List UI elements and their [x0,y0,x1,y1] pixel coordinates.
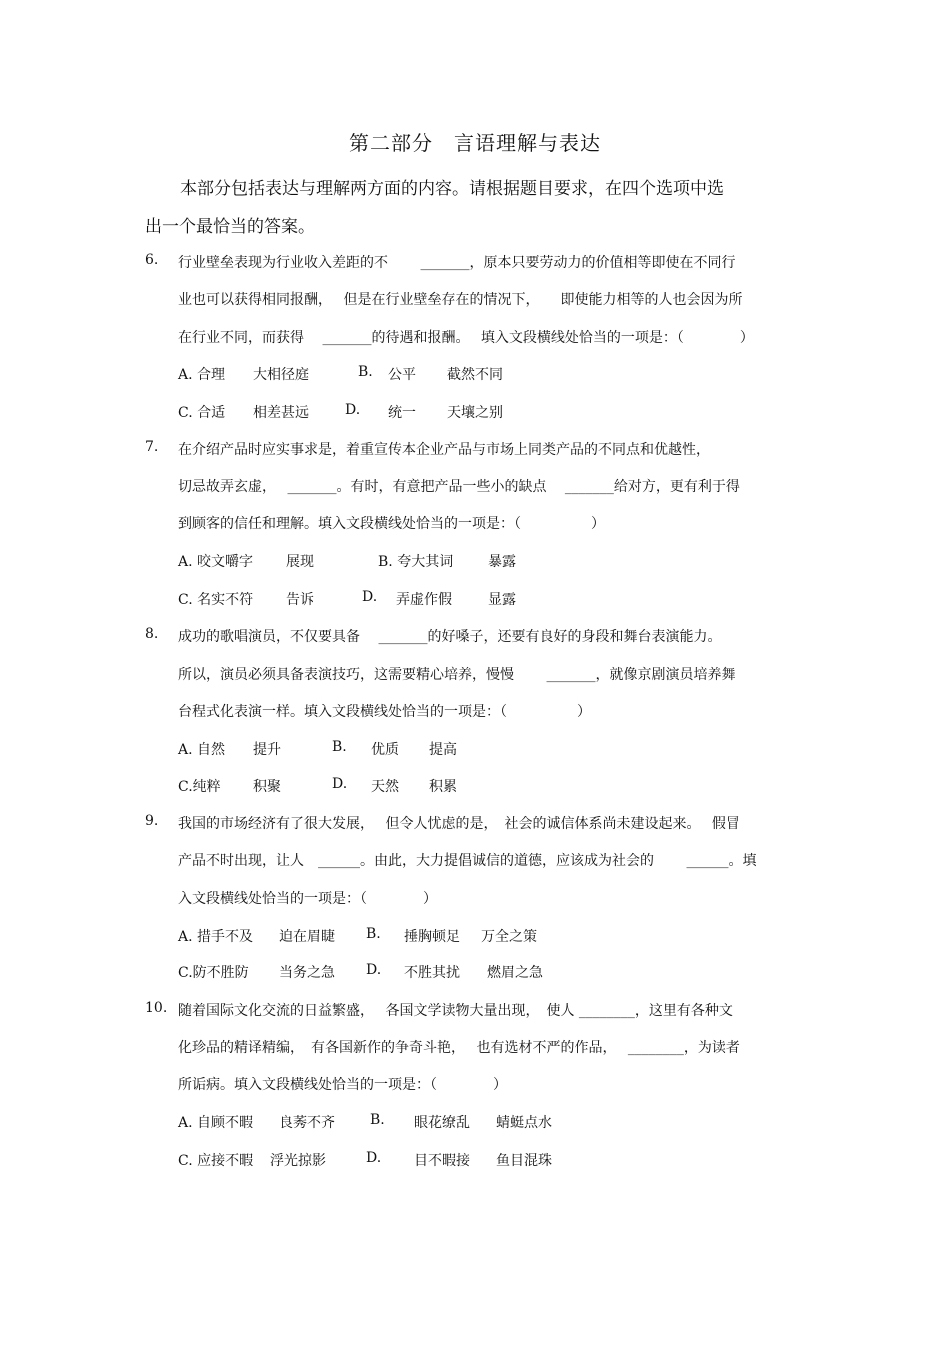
question-text-line: 业也可以获得相同报酬， 但是在行业壁垒存在的情况下， 即使能力相等的人也会因为所 [178,292,743,308]
option-a-word: 迫在眉睫 [279,929,335,945]
option-c: C. 合适 [178,405,226,421]
option-b: B. 夸大其词 [378,554,454,570]
option-d: D. [345,402,361,418]
question-text-line: 行业壁垒表现为行业收入差距的不 _______，原本只要劳动力的价值相等即使在不同行 [178,255,736,271]
question-text-line: 成功的歌唱演员，不仅要具备 _______的好嗓子，还要有良好的身段和舞台表演能力。 [178,629,722,645]
option-b-word: 截然不同 [447,367,503,383]
question-text-line: 化珍品的精译精编， 有各国新作的争奇斗艳， 也有选材不严的作品， ________，为读者 [178,1040,740,1056]
option-b-word: 提高 [429,742,457,758]
option-d-word: 鱼目混珠 [496,1153,552,1169]
question-text-line: 台程式化表演一样。填入文段横线处恰当的一项是：（ ） [178,704,591,720]
question-number: 7. [145,439,159,455]
intro-line-2: 出一个最恰当的答案。 [145,217,315,237]
question-number: 9. [145,813,159,829]
option-c: C. 应接不暇 [178,1153,254,1169]
option-c: C.纯粹 [178,779,221,795]
option-a: A. 措手不及 [178,929,254,945]
question-number: 8. [145,626,159,642]
question-text-line: 到顾客的信任和理解。填入文段横线处恰当的一项是：（ ） [178,516,605,532]
option-b: B. [358,364,373,380]
option-d-word: 燃眉之急 [487,965,543,981]
option-a-word: 提升 [253,742,281,758]
question-text-line: 入文段横线处恰当的一项是：（ ） [178,891,437,907]
option-a-word: 展现 [286,554,314,570]
option-d-word: 积累 [429,779,457,795]
option-d: D. [332,776,348,792]
option-b-word: 捶胸顿足 [404,929,460,945]
option-c-word: 积聚 [253,779,281,795]
question-text-line: 随着国际文化交流的日益繁盛， 各国文学读物大量出现， 使人 ________，这里有各种文 [178,1003,733,1019]
option-a-word: 大相径庭 [253,367,309,383]
option-a: A. 咬文嚼字 [178,554,254,570]
option-b: B. [370,1112,385,1128]
question-text-line: 在行业不同，而获得 _______的待遇和报酬。 填入文段横线处恰当的一项是：（ ） [178,330,754,346]
question-text-line: 产品不时出现，让人 ______。由此，大力提倡诚信的道德，应该成为社会的 ______。填 [178,853,757,869]
option-b-word: 暴露 [488,554,516,570]
option-b-word: 眼花缭乱 [414,1115,470,1131]
question-text-line: 所诟病。填入文段横线处恰当的一项是：（ ） [178,1077,507,1093]
question-number: 6. [145,252,159,268]
option-b-word: 蜻蜓点水 [496,1115,552,1131]
option-d: D. [366,962,382,978]
option-d-word: 不胜其扰 [404,965,460,981]
option-b: B. [366,926,381,942]
option-d-word: 统一 [388,405,416,421]
option-c: C. 名实不符 [178,592,254,608]
option-d-word: 天壤之别 [447,405,503,421]
option-a-word: 良莠不齐 [279,1115,335,1131]
option-d-word: 显露 [488,592,516,608]
option-b-word: 公平 [388,367,416,383]
option-b-word: 万全之策 [481,929,537,945]
option-c-word: 相差甚远 [253,405,309,421]
option-d-word: 弄虚作假 [396,592,452,608]
option-d: D. [366,1150,382,1166]
question-text-line: 我国的市场经济有了很大发展， 但令人忧虑的是， 社会的诚信体系尚未建设起来。 假冒 [178,816,740,832]
option-c: C.防不胜防 [178,965,249,981]
option-c-word: 当务之急 [279,965,335,981]
question-text-line: 在介绍产品时应实事求是，着重宣传本企业产品与市场上同类产品的不同点和优越性， [178,442,710,458]
option-a: A. 合理 [178,367,226,383]
option-d-word: 目不暇接 [414,1153,470,1169]
option-a: A. 自顾不暇 [178,1115,254,1131]
option-c-word: 告诉 [286,592,314,608]
option-d-word: 天然 [371,779,399,795]
question-number: 10. [145,1000,168,1016]
option-c-word: 浮光掠影 [270,1153,326,1169]
option-b-word: 优质 [371,742,399,758]
option-d: D. [362,589,378,605]
section-title: 第二部分 言语理解与表达 [349,131,601,155]
question-text-line: 切忌故弄玄虚， _______。有时，有意把产品一些小的缺点 _______给对方，更有利于得 [178,479,740,495]
intro-line-1: 本部分包括表达与理解两方面的内容。请根据题目要求，在四个选项中选 [180,179,724,199]
option-a: A. 自然 [178,742,226,758]
option-b: B. [332,739,347,755]
question-text-line: 所以，演员必须具备表演技巧，这需要精心培养，慢慢 _______，就像京剧演员培养舞 [178,667,736,683]
